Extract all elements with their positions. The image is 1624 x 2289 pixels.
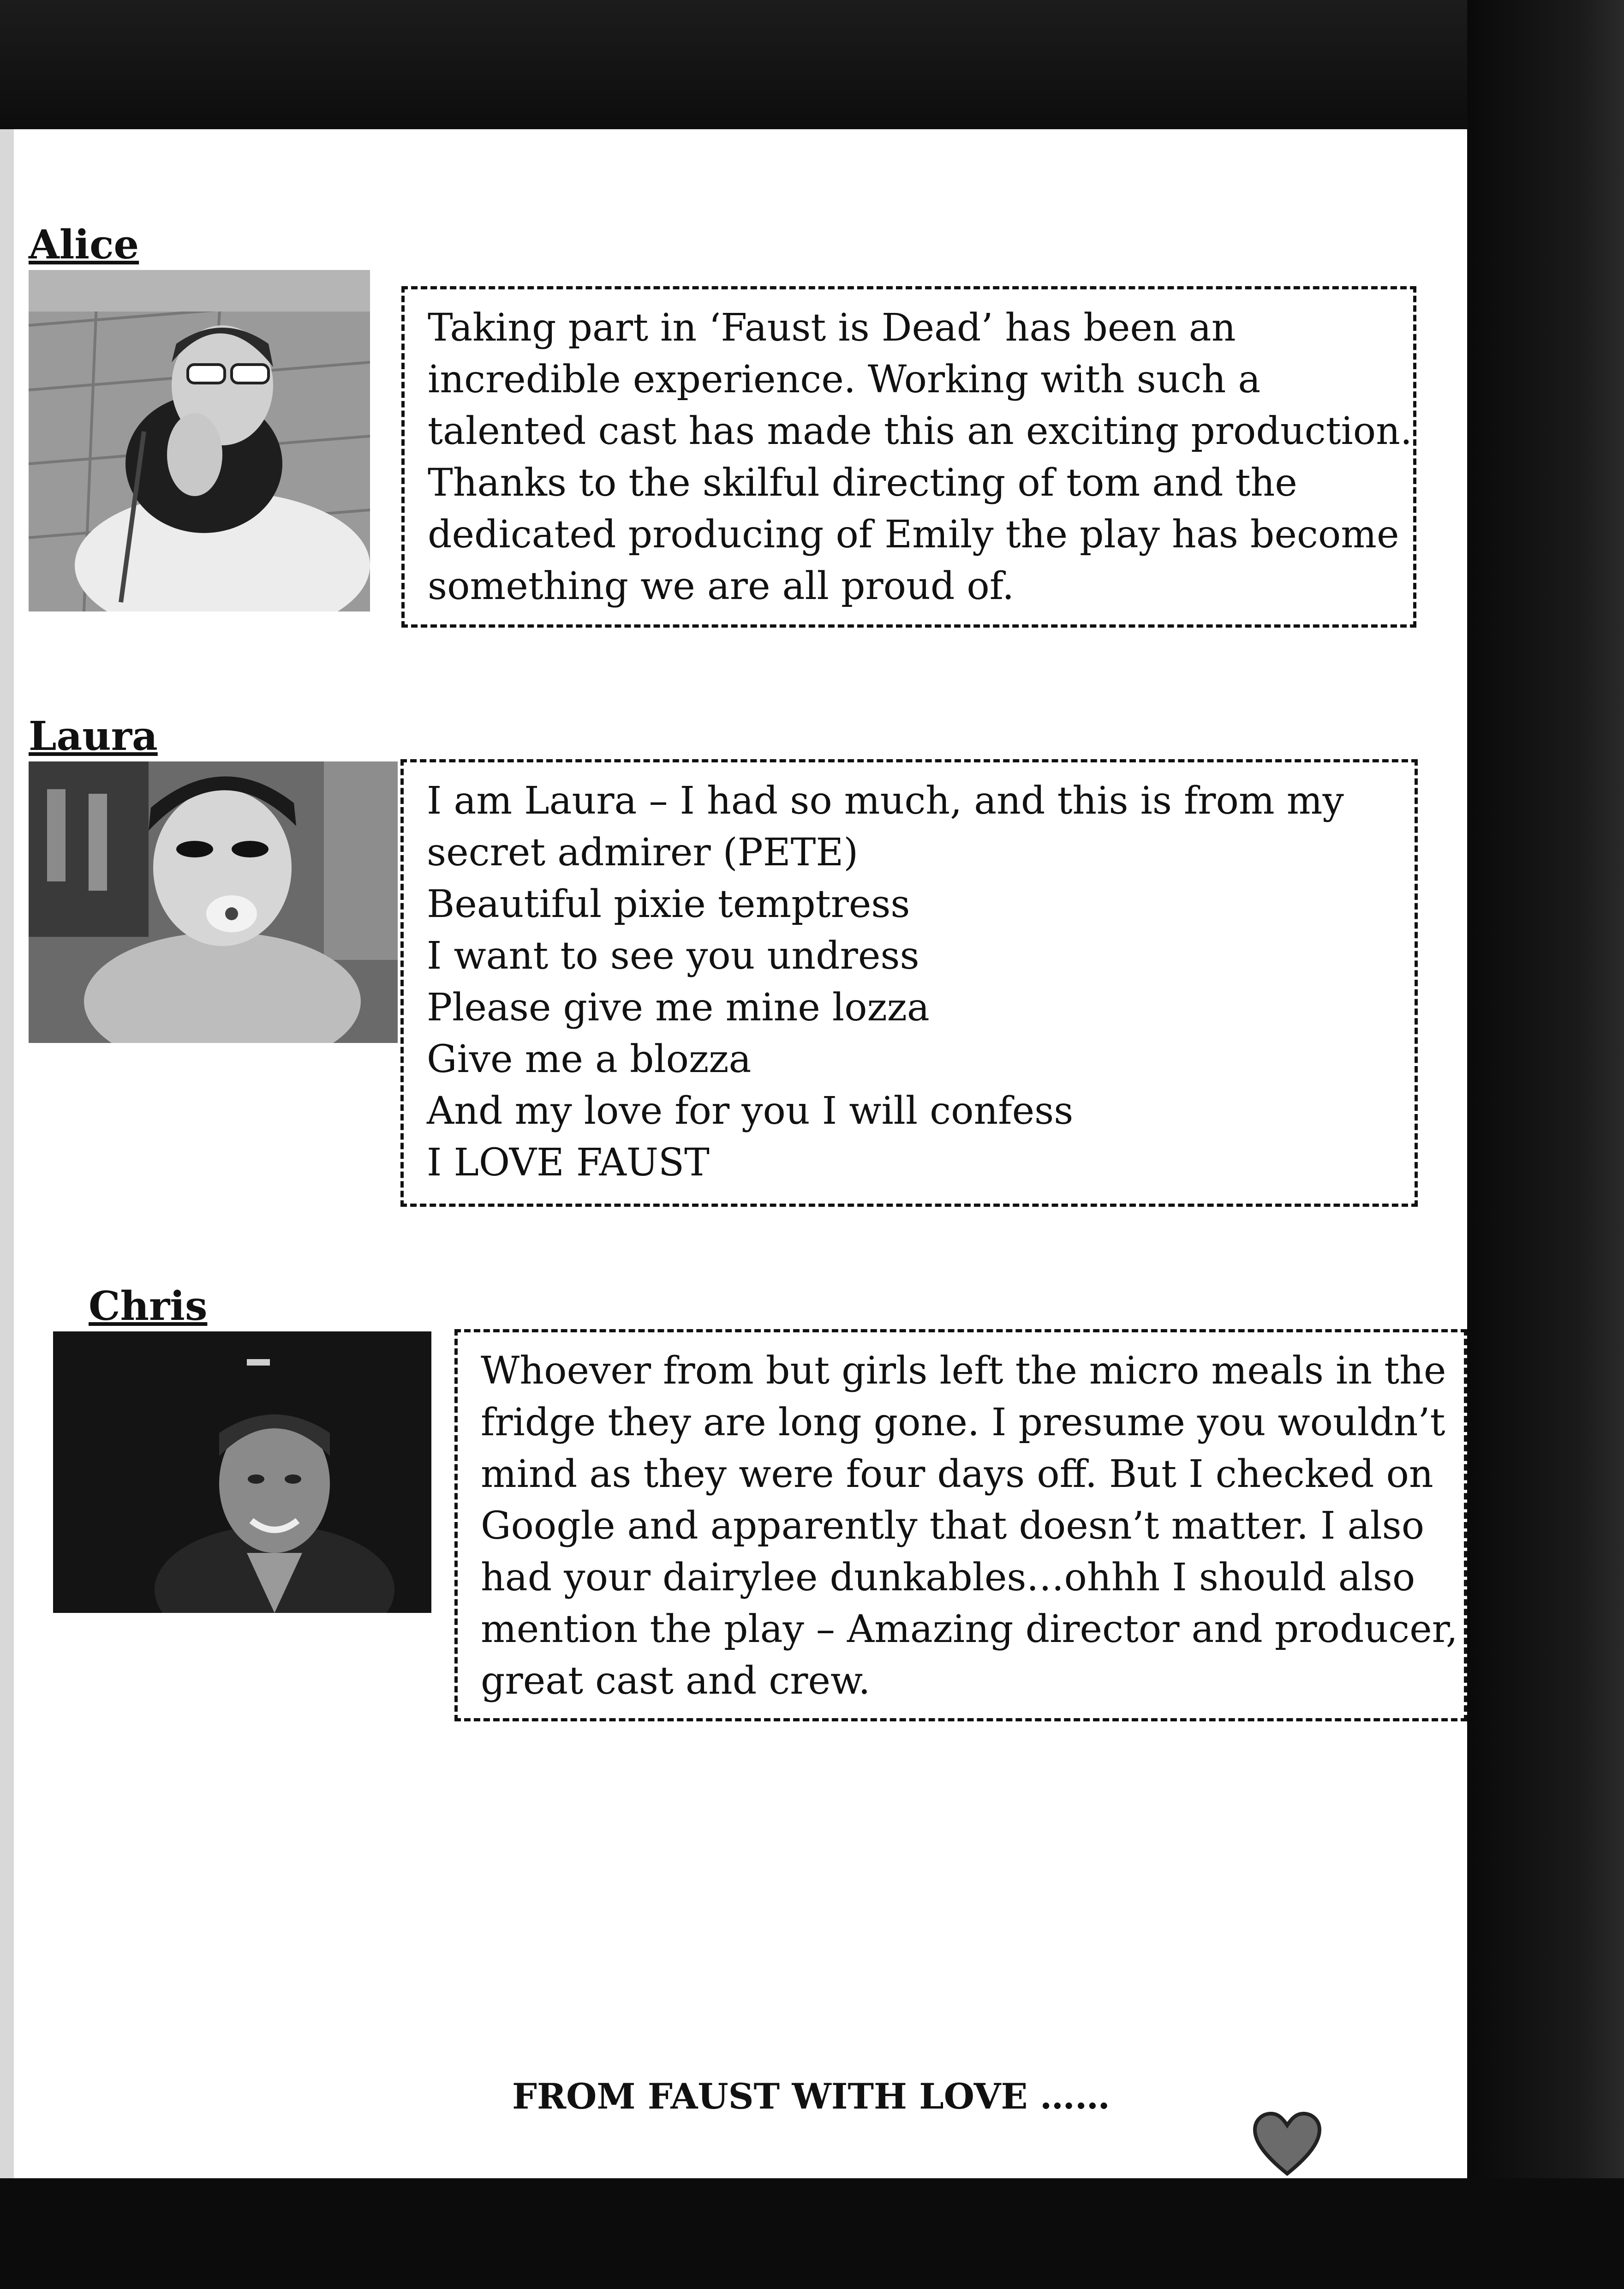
laura-quote-line: I want to see you undress	[427, 934, 919, 978]
laura-photo	[29, 761, 398, 1043]
chris-photo	[53, 1331, 431, 1613]
scan-border-right	[1467, 0, 1624, 2289]
chris-quote-line: great cast and crew.	[481, 1659, 871, 1703]
programme-page	[14, 129, 1467, 2178]
laura-quote-line: I am Laura – I had so much, and this is from my	[427, 779, 1344, 823]
page-left-edge	[0, 129, 14, 2178]
alice-quote-line: Thanks to the skilful directing of tom and the	[428, 461, 1297, 505]
laura-quote-line: Beautiful pixie temptress	[427, 882, 910, 926]
laura-quote-line: secret admirer (PETE)	[427, 831, 859, 875]
chris-quote-line: fridge they are long gone. I presume you wouldn’t	[481, 1401, 1445, 1444]
closing-line: FROM FAUST WITH LOVE ……	[512, 2076, 1110, 2117]
alice-photo	[29, 270, 370, 611]
alice-quote-box	[401, 286, 1416, 628]
alice-quote-line: incredible experience. Working with such a	[428, 358, 1261, 401]
chris-quote-line: Google and apparently that doesn’t matter. I also	[481, 1504, 1425, 1548]
chris-quote-line: Whoever from but girls left the micro meals in the	[481, 1349, 1446, 1393]
laura-quote-box	[400, 759, 1418, 1207]
laura-quote-line: I LOVE FAUST	[427, 1141, 710, 1185]
profile-name-laura: Laura	[29, 713, 158, 760]
laura-quote-line: And my love for you I will confess	[427, 1089, 1074, 1133]
scan-border-bottom	[0, 2178, 1624, 2289]
profile-name-alice: Alice	[29, 222, 139, 268]
chris-quote-line: mention the play – Amazing director and producer,	[481, 1607, 1458, 1651]
alice-quote-line: dedicated producing of Emily the play has become	[428, 513, 1399, 557]
alice-quote-line: talented cast has made this an exciting production.	[428, 409, 1413, 453]
chris-quote-line: had your dairylee dunkables…ohhh I should also	[481, 1556, 1415, 1600]
heart-icon	[1250, 2109, 1324, 2178]
laura-quote-line: Give me a blozza	[427, 1037, 752, 1081]
chris-quote-box	[454, 1329, 1467, 1721]
alice-quote-line: Taking part in ‘Faust is Dead’ has been an	[428, 306, 1236, 350]
alice-quote-line: something we are all proud of.	[428, 564, 1015, 608]
chris-quote-line: mind as they were four days off. But I checked on	[481, 1452, 1433, 1496]
scan-border-top	[0, 0, 1624, 129]
profile-name-chris: Chris	[89, 1283, 208, 1330]
laura-quote-line: Please give me mine lozza	[427, 986, 930, 1030]
